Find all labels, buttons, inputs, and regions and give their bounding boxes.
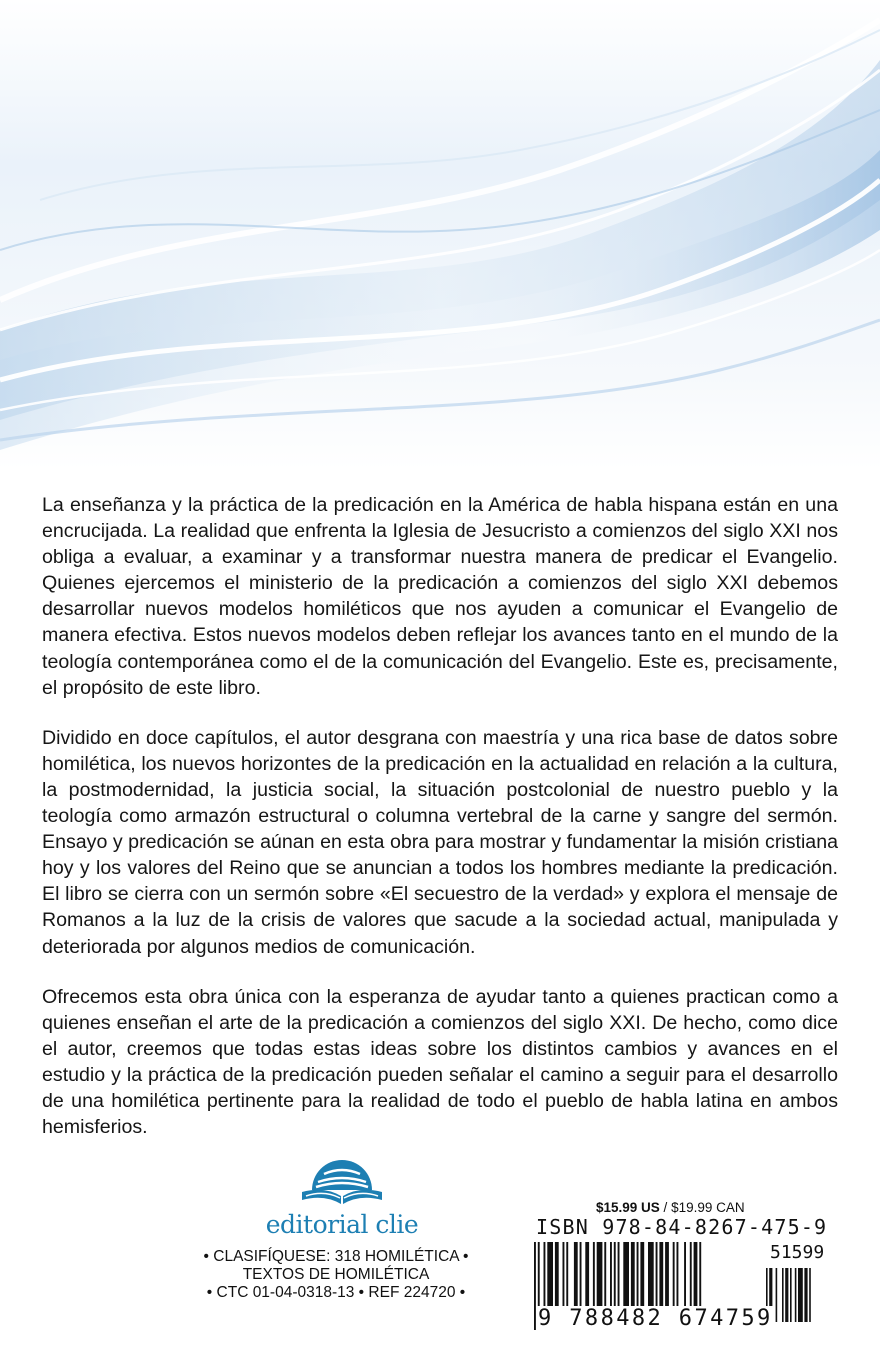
classification-block: [190, 1248, 482, 1302]
classification-line-1: • CLASIFÍQUESE: 318 HOMILÉTICA •: [203, 1248, 469, 1265]
price-label: [596, 1200, 745, 1215]
blurb-paragraph-2: Dividido en doce capítulos, el autor desgrana con maestría y una rica base de datos sobre homilética, los nuevos horizontes de la predicación en la actualidad en relación a la cultura, la postmodernidad, la justicia social, la situación postcolonial de nuestro pueblo y la teología como armazón estructural o columna vertebral de la carne y sangre del sermón. Ensayo y predicación se aúnan en esta obra para mostrar y fundamentar la misión cristiana hoy y los valores del Reino que se anuncian a todos los hombres mediante la predicación. El libro se cierra con un sermón sobre «El secuestro de la verdad» y explora el mensaje de Romanos a la luz de la crisis de valores que sacude a la sociedad actual, manipulada y deteriorada por algunos medios de comunicación.: [42, 726, 838, 958]
publisher-name: editorial clie: [265, 1210, 419, 1239]
barcode-addon-bar: [790, 1268, 792, 1322]
price-separator: /: [659, 1200, 672, 1215]
classification-line-2: TEXTOS DE HOMILÉTICA: [242, 1266, 430, 1283]
classification-line-3: • CTC 01-04-0318-13 • REF 224720 •: [206, 1284, 466, 1301]
barcode-addon-bar: [785, 1268, 788, 1322]
back-cover-blurb: [42, 492, 838, 1164]
barcode-addon-bar: [804, 1268, 807, 1322]
barcode-addon-bar: [798, 1268, 803, 1322]
price-code: 51599: [770, 1242, 825, 1263]
barcode-digits: 9 788482 674759: [538, 1306, 773, 1331]
blurb-paragraph-3: Ofrecemos esta obra única con la esperanza de ayudar tanto a quienes practican como a quienes enseñan el arte de la predicación a comienzos del siglo XXI. De hecho, como dice el autor, creemos que todas estas ideas sobre los distintos cambios y avances en el estudio y la práctica de la predicación pueden señalar el camino a seguir para el desarrollo de una homilética pertinente para la realidad de todo el pueblo de habla latina en ambos hemisferios.: [42, 985, 838, 1139]
price-us: $15.99 US: [596, 1200, 660, 1215]
barcode-addon-bar: [782, 1268, 784, 1322]
open-book-globe-icon: [294, 1146, 390, 1210]
wave-background: [0, 0, 880, 470]
isbn-label: ISBN 978-84-8267-475-9: [536, 1215, 828, 1239]
price-can: $19.99 CAN: [671, 1200, 745, 1215]
barcode-addon-bar: [795, 1268, 797, 1322]
barcode-addon-bar: [776, 1268, 778, 1322]
barcode-addon-bar: [809, 1268, 811, 1322]
blurb-paragraph-1: La enseñanza y la práctica de la predicación en la América de habla hispana están en una encrucijada. La realidad que enfrenta la Iglesia de Jesucristo a comienzos del siglo XXI nos obliga a evaluar, a examinar y a transformar nuestra manera de predicar el Evangelio. Quienes ejercemos el ministerio de la predicación a comienzos del siglo XXI debemos desarrollar nuevos modelos homiléticos que nos ayuden a comunicar el Evangelio de manera efectiva. Estos nuevos modelos deben reflejar los avances tanto en el mundo de la teología contemporánea como el de la comunicación del Evangelio. Este es, precisamente, el propósito de este libro.: [42, 494, 838, 699]
